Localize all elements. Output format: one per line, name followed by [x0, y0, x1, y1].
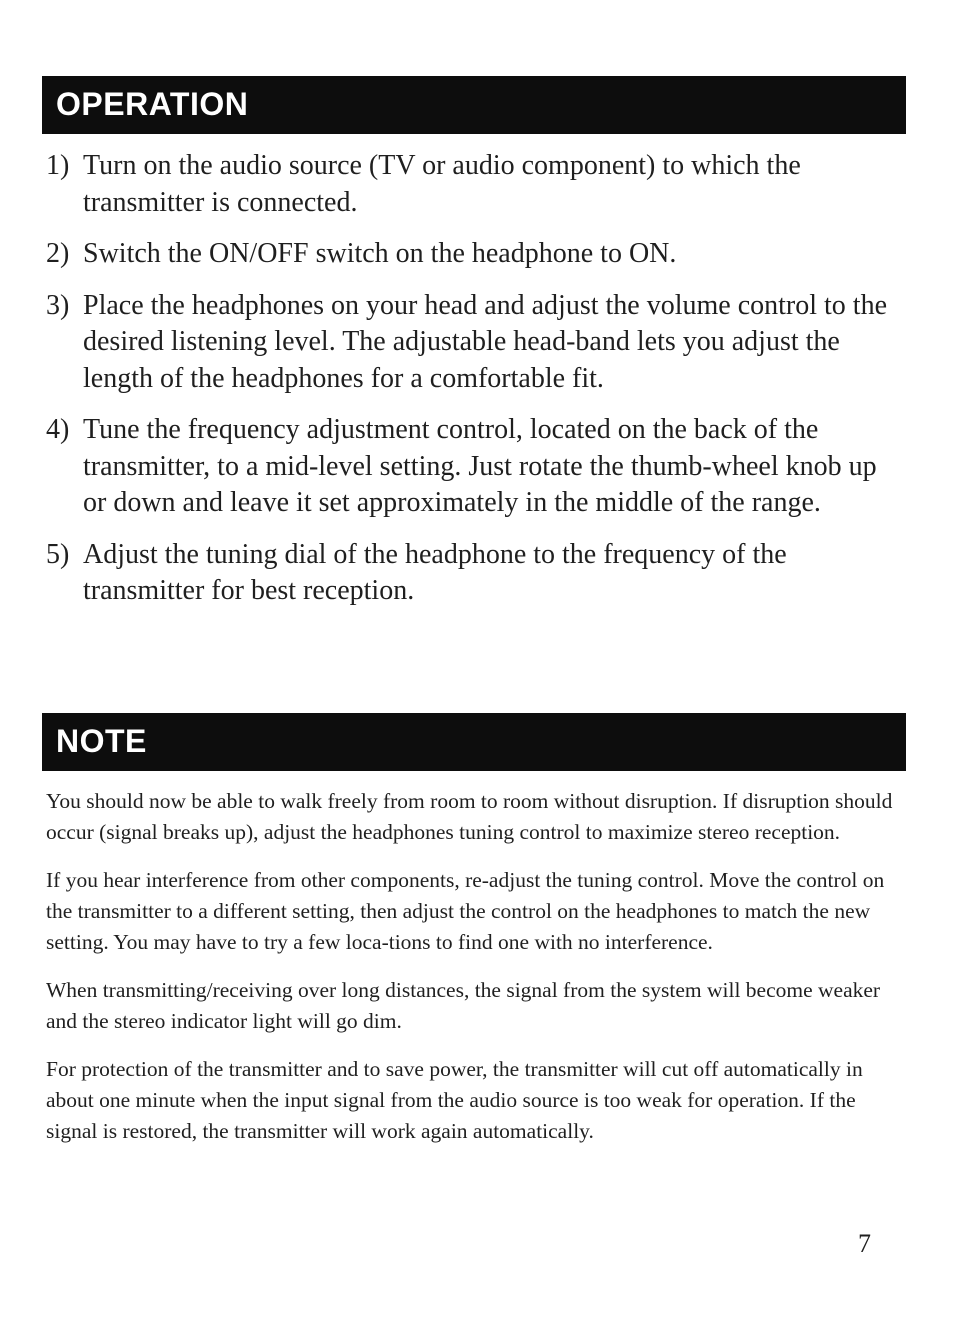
step-number: 5)	[46, 538, 70, 570]
step-text: Adjust the tuning dial of the headphone to the frequency of the transmitter for best reception.	[83, 538, 787, 606]
step-text: Tune the frequency adjustment control, located on the back of the transmitter, to a mid-level setting. Just rotate the thumb-wheel knob up or down and leave it set approximately in the middle of the range.	[83, 414, 877, 518]
note-heading: NOTE	[56, 723, 147, 759]
note-heading-bar	[42, 713, 906, 771]
operation-heading-bar	[42, 76, 906, 134]
operation-heading: OPERATION	[56, 86, 249, 122]
operation-step	[46, 236, 906, 273]
step-text: Turn on the audio source (TV or audio component) to which the transmitter is connected.	[83, 150, 801, 218]
step-text: Place the headphones on your head and adjust the volume control to the desired listening level. The adjustable head-band lets you adjust the length of the headphones for a comfortable fit.	[83, 289, 888, 394]
note-paragraph: For protection of the transmitter and to save power, the transmitter will cut off automatically in about one minute when the input signal from the audio source is too weak for operation. If the signal is restored, the transmitter will work again automatically.	[46, 1057, 863, 1143]
operation-step	[46, 148, 906, 221]
step-number: 1)	[46, 150, 70, 181]
step-number: 2)	[46, 238, 70, 269]
step-number: 4)	[46, 414, 70, 445]
note-paragraph: You should now be able to walk freely from room to room without disruption. If disruption should occur (signal breaks up), adjust the headphones tuning control to maximize stereo reception.	[46, 789, 893, 844]
operation-step	[46, 288, 906, 398]
step-text: Switch the ON/OFF switch on the headphone to ON.	[83, 238, 677, 269]
operation-steps-list	[46, 148, 906, 625]
operation-step	[46, 537, 906, 610]
step-number: 3)	[46, 289, 70, 321]
operation-step	[46, 412, 906, 522]
note-body	[46, 786, 908, 1164]
note-paragraph: When transmitting/receiving over long distances, the signal from the system will become weaker and the stereo indicator light will go dim.	[46, 978, 881, 1033]
page-number: 7	[858, 1229, 871, 1258]
note-paragraph: If you hear interference from other components, re-adjust the tuning control. Move the control on the transmitter to a different setting, then adjust the control on the headphones to match the new setting. You may have to try a few loca-tions to find one with no interference.	[46, 868, 885, 954]
